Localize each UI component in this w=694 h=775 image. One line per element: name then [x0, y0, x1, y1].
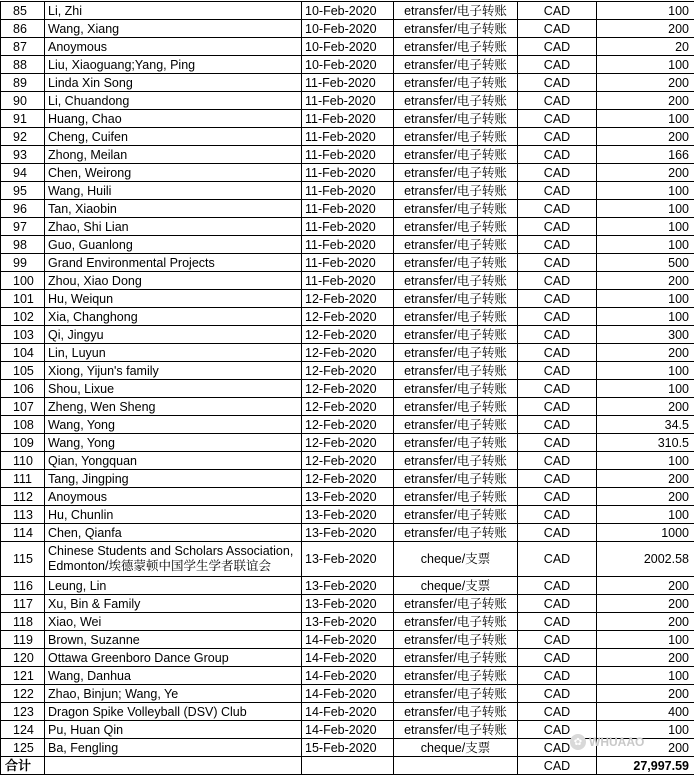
row-number: 113	[1, 506, 45, 524]
row-number: 93	[1, 146, 45, 164]
row-number: 119	[1, 631, 45, 649]
total-currency: CAD	[518, 757, 597, 775]
donation-date: 10-Feb-2020	[302, 38, 394, 56]
row-number: 117	[1, 595, 45, 613]
donation-date: 11-Feb-2020	[302, 128, 394, 146]
donor-name: Zheng, Wen Sheng	[45, 398, 302, 416]
donor-name: Tan, Xiaobin	[45, 200, 302, 218]
amount: 200	[597, 164, 694, 182]
table-row	[1, 218, 694, 236]
currency: CAD	[518, 110, 597, 128]
payment-method: etransfer/电子转账	[394, 74, 518, 92]
row-number: 124	[1, 721, 45, 739]
table-row	[1, 631, 694, 649]
amount: 200	[597, 92, 694, 110]
donor-name: Xiong, Yijun's family	[45, 362, 302, 380]
row-number: 120	[1, 649, 45, 667]
donor-name: Ba, Fengling	[45, 739, 302, 757]
row-number: 121	[1, 667, 45, 685]
amount: 2002.58	[597, 542, 694, 577]
amount: 200	[597, 577, 694, 595]
payment-method: etransfer/电子转账	[394, 703, 518, 721]
donor-name: Wang, Huili	[45, 182, 302, 200]
payment-method: etransfer/电子转账	[394, 649, 518, 667]
donation-date: 13-Feb-2020	[302, 577, 394, 595]
row-number: 101	[1, 290, 45, 308]
donor-name: Zhou, Xiao Dong	[45, 272, 302, 290]
donor-name: Tang, Jingping	[45, 470, 302, 488]
payment-method: etransfer/电子转账	[394, 721, 518, 739]
currency: CAD	[518, 218, 597, 236]
amount: 100	[597, 2, 694, 20]
table-row	[1, 434, 694, 452]
table-row	[1, 2, 694, 20]
amount: 100	[597, 362, 694, 380]
amount: 100	[597, 236, 694, 254]
currency: CAD	[518, 92, 597, 110]
empty-cell	[45, 757, 302, 775]
amount: 100	[597, 631, 694, 649]
currency: CAD	[518, 488, 597, 506]
currency: CAD	[518, 506, 597, 524]
donation-date: 12-Feb-2020	[302, 326, 394, 344]
table-row	[1, 200, 694, 218]
row-number: 104	[1, 344, 45, 362]
amount: 100	[597, 182, 694, 200]
row-number: 123	[1, 703, 45, 721]
amount: 100	[597, 452, 694, 470]
table-row	[1, 308, 694, 326]
row-number: 125	[1, 739, 45, 757]
table-row	[1, 182, 694, 200]
amount: 100	[597, 380, 694, 398]
donor-name: Chinese Students and Scholars Association, Edmonton/埃德蒙顿中国学生学者联谊会	[45, 542, 302, 577]
payment-method: etransfer/电子转账	[394, 506, 518, 524]
payment-method: etransfer/电子转账	[394, 667, 518, 685]
donation-date: 13-Feb-2020	[302, 506, 394, 524]
donor-name: Li, Chuandong	[45, 92, 302, 110]
donor-name: Qi, Jingyu	[45, 326, 302, 344]
row-number: 87	[1, 38, 45, 56]
table-row	[1, 20, 694, 38]
table-row	[1, 488, 694, 506]
table-row	[1, 685, 694, 703]
donation-date: 14-Feb-2020	[302, 703, 394, 721]
payment-method: etransfer/电子转账	[394, 272, 518, 290]
row-number: 105	[1, 362, 45, 380]
payment-method: etransfer/电子转账	[394, 20, 518, 38]
wechat-icon: ✿	[570, 734, 586, 750]
donor-name: Qian, Yongquan	[45, 452, 302, 470]
table-row	[1, 506, 694, 524]
currency: CAD	[518, 685, 597, 703]
donor-name: Pu, Huan Qin	[45, 721, 302, 739]
table-row	[1, 92, 694, 110]
donation-date: 11-Feb-2020	[302, 182, 394, 200]
payment-method: etransfer/电子转账	[394, 631, 518, 649]
currency: CAD	[518, 146, 597, 164]
currency: CAD	[518, 667, 597, 685]
row-number: 103	[1, 326, 45, 344]
donation-date: 12-Feb-2020	[302, 290, 394, 308]
donor-name: Hu, Chunlin	[45, 506, 302, 524]
donation-date: 11-Feb-2020	[302, 92, 394, 110]
table-row	[1, 416, 694, 434]
currency: CAD	[518, 344, 597, 362]
donation-date: 12-Feb-2020	[302, 380, 394, 398]
table-row	[1, 649, 694, 667]
amount: 200	[597, 20, 694, 38]
donor-name: Anoymous	[45, 38, 302, 56]
currency: CAD	[518, 38, 597, 56]
payment-method: etransfer/电子转账	[394, 236, 518, 254]
donation-date: 14-Feb-2020	[302, 631, 394, 649]
table-row	[1, 667, 694, 685]
donation-date: 11-Feb-2020	[302, 74, 394, 92]
table-row	[1, 110, 694, 128]
donor-name: Xu, Bin & Family	[45, 595, 302, 613]
donation-date: 13-Feb-2020	[302, 542, 394, 577]
amount: 200	[597, 488, 694, 506]
currency: CAD	[518, 595, 597, 613]
amount: 100	[597, 110, 694, 128]
donor-name: Dragon Spike Volleyball (DSV) Club	[45, 703, 302, 721]
payment-method: etransfer/电子转账	[394, 380, 518, 398]
payment-method: etransfer/电子转账	[394, 2, 518, 20]
donation-date: 11-Feb-2020	[302, 254, 394, 272]
amount: 100	[597, 290, 694, 308]
row-number: 114	[1, 524, 45, 542]
donor-name: Zhao, Binjun; Wang, Ye	[45, 685, 302, 703]
total-label: 合计	[1, 757, 45, 775]
donor-name: Lin, Luyun	[45, 344, 302, 362]
currency: CAD	[518, 164, 597, 182]
currency: CAD	[518, 703, 597, 721]
amount: 200	[597, 613, 694, 631]
row-number: 118	[1, 613, 45, 631]
donor-name: Huang, Chao	[45, 110, 302, 128]
table-row	[1, 254, 694, 272]
row-number: 115	[1, 542, 45, 577]
amount: 100	[597, 667, 694, 685]
currency: CAD	[518, 434, 597, 452]
payment-method: etransfer/电子转账	[394, 200, 518, 218]
donation-date: 15-Feb-2020	[302, 739, 394, 757]
donation-date: 11-Feb-2020	[302, 272, 394, 290]
table-row	[1, 38, 694, 56]
amount: 200	[597, 470, 694, 488]
total-amount: 27,997.59	[597, 757, 694, 775]
donor-name: Leung, Lin	[45, 577, 302, 595]
amount: 200	[597, 649, 694, 667]
currency: CAD	[518, 182, 597, 200]
row-number: 108	[1, 416, 45, 434]
donation-date: 14-Feb-2020	[302, 649, 394, 667]
donor-name: Zhong, Meilan	[45, 146, 302, 164]
amount: 200	[597, 74, 694, 92]
payment-method: etransfer/电子转账	[394, 344, 518, 362]
currency: CAD	[518, 56, 597, 74]
row-number: 111	[1, 470, 45, 488]
table-row	[1, 74, 694, 92]
row-number: 102	[1, 308, 45, 326]
payment-method: etransfer/电子转账	[394, 362, 518, 380]
table-row	[1, 703, 694, 721]
donation-date: 10-Feb-2020	[302, 2, 394, 20]
amount: 100	[597, 721, 694, 739]
currency: CAD	[518, 631, 597, 649]
donor-name: Li, Zhi	[45, 2, 302, 20]
payment-method: etransfer/电子转账	[394, 182, 518, 200]
donor-name: Brown, Suzanne	[45, 631, 302, 649]
row-number: 88	[1, 56, 45, 74]
donor-name: Hu, Weiqun	[45, 290, 302, 308]
table-row	[1, 272, 694, 290]
donation-date: 13-Feb-2020	[302, 613, 394, 631]
amount: 200	[597, 739, 694, 757]
currency: CAD	[518, 128, 597, 146]
row-number: 85	[1, 2, 45, 20]
donor-name: Xia, Changhong	[45, 308, 302, 326]
table-row	[1, 128, 694, 146]
amount: 400	[597, 703, 694, 721]
currency: CAD	[518, 470, 597, 488]
row-number: 106	[1, 380, 45, 398]
currency: CAD	[518, 74, 597, 92]
donation-date: 14-Feb-2020	[302, 667, 394, 685]
row-number: 91	[1, 110, 45, 128]
payment-method: etransfer/电子转账	[394, 146, 518, 164]
row-number: 116	[1, 577, 45, 595]
currency: CAD	[518, 739, 597, 757]
currency: CAD	[518, 398, 597, 416]
table-row	[1, 380, 694, 398]
donation-date: 11-Feb-2020	[302, 218, 394, 236]
donation-date: 13-Feb-2020	[302, 524, 394, 542]
amount: 1000	[597, 524, 694, 542]
row-number: 109	[1, 434, 45, 452]
amount: 166	[597, 146, 694, 164]
table-row	[1, 613, 694, 631]
empty-cell	[394, 757, 518, 775]
table-row	[1, 721, 694, 739]
table-row	[1, 470, 694, 488]
row-number: 99	[1, 254, 45, 272]
currency: CAD	[518, 452, 597, 470]
row-number: 90	[1, 92, 45, 110]
amount: 200	[597, 398, 694, 416]
amount: 200	[597, 128, 694, 146]
currency: CAD	[518, 416, 597, 434]
payment-method: cheque/支票	[394, 739, 518, 757]
row-number: 97	[1, 218, 45, 236]
table-row	[1, 164, 694, 182]
row-number: 107	[1, 398, 45, 416]
table-row	[1, 146, 694, 164]
amount: 20	[597, 38, 694, 56]
currency: CAD	[518, 380, 597, 398]
currency: CAD	[518, 254, 597, 272]
amount: 300	[597, 326, 694, 344]
donation-date: 12-Feb-2020	[302, 434, 394, 452]
payment-method: etransfer/电子转账	[394, 416, 518, 434]
payment-method: etransfer/电子转账	[394, 164, 518, 182]
currency: CAD	[518, 721, 597, 739]
donation-date: 12-Feb-2020	[302, 308, 394, 326]
donor-name: Liu, Xiaoguang;Yang, Ping	[45, 56, 302, 74]
donor-name: Wang, Yong	[45, 434, 302, 452]
row-number: 95	[1, 182, 45, 200]
donation-date: 11-Feb-2020	[302, 200, 394, 218]
payment-method: etransfer/电子转账	[394, 254, 518, 272]
table-row	[1, 290, 694, 308]
currency: CAD	[518, 272, 597, 290]
table-row	[1, 236, 694, 254]
donor-name: Chen, Qianfa	[45, 524, 302, 542]
amount: 100	[597, 200, 694, 218]
currency: CAD	[518, 2, 597, 20]
payment-method: etransfer/电子转账	[394, 470, 518, 488]
amount: 100	[597, 218, 694, 236]
donor-name: Wang, Yong	[45, 416, 302, 434]
table-row	[1, 344, 694, 362]
payment-method: cheque/支票	[394, 577, 518, 595]
currency: CAD	[518, 200, 597, 218]
payment-method: etransfer/电子转账	[394, 452, 518, 470]
amount: 200	[597, 344, 694, 362]
donation-date: 14-Feb-2020	[302, 721, 394, 739]
donation-date: 11-Feb-2020	[302, 146, 394, 164]
amount: 200	[597, 595, 694, 613]
amount: 100	[597, 56, 694, 74]
currency: CAD	[518, 236, 597, 254]
amount: 100	[597, 308, 694, 326]
donation-date: 12-Feb-2020	[302, 416, 394, 434]
currency: CAD	[518, 326, 597, 344]
row-number: 94	[1, 164, 45, 182]
currency: CAD	[518, 649, 597, 667]
donation-date: 12-Feb-2020	[302, 362, 394, 380]
payment-method: cheque/支票	[394, 542, 518, 577]
payment-method: etransfer/电子转账	[394, 38, 518, 56]
donor-name: Linda Xin Song	[45, 74, 302, 92]
currency: CAD	[518, 308, 597, 326]
donor-name: Wang, Xiang	[45, 20, 302, 38]
payment-method: etransfer/电子转账	[394, 398, 518, 416]
donor-name: Grand Environmental Projects	[45, 254, 302, 272]
currency: CAD	[518, 20, 597, 38]
row-number: 92	[1, 128, 45, 146]
row-number: 86	[1, 20, 45, 38]
donation-date: 13-Feb-2020	[302, 488, 394, 506]
currency: CAD	[518, 524, 597, 542]
currency: CAD	[518, 290, 597, 308]
amount: 100	[597, 506, 694, 524]
amount: 200	[597, 272, 694, 290]
payment-method: etransfer/电子转账	[394, 434, 518, 452]
table-row	[1, 542, 694, 577]
table-row	[1, 326, 694, 344]
donor-name: Xiao, Wei	[45, 613, 302, 631]
row-number: 112	[1, 488, 45, 506]
payment-method: etransfer/电子转账	[394, 685, 518, 703]
donation-date: 14-Feb-2020	[302, 685, 394, 703]
row-number: 100	[1, 272, 45, 290]
payment-method: etransfer/电子转账	[394, 524, 518, 542]
donation-date: 11-Feb-2020	[302, 164, 394, 182]
amount: 34.5	[597, 416, 694, 434]
payment-method: etransfer/电子转账	[394, 92, 518, 110]
payment-method: etransfer/电子转账	[394, 110, 518, 128]
row-number: 122	[1, 685, 45, 703]
payment-method: etransfer/电子转账	[394, 613, 518, 631]
row-number: 96	[1, 200, 45, 218]
table-row	[1, 595, 694, 613]
donation-date: 13-Feb-2020	[302, 595, 394, 613]
donor-name: Anoymous	[45, 488, 302, 506]
currency: CAD	[518, 613, 597, 631]
payment-method: etransfer/电子转账	[394, 128, 518, 146]
donation-table-body	[1, 2, 694, 775]
donor-name: Ottawa Greenboro Dance Group	[45, 649, 302, 667]
donation-date: 11-Feb-2020	[302, 110, 394, 128]
donation-date: 11-Feb-2020	[302, 236, 394, 254]
donation-date: 12-Feb-2020	[302, 452, 394, 470]
table-row	[1, 577, 694, 595]
amount: 500	[597, 254, 694, 272]
donor-name: Guo, Guanlong	[45, 236, 302, 254]
currency: CAD	[518, 542, 597, 577]
table-row	[1, 739, 694, 757]
payment-method: etransfer/电子转账	[394, 326, 518, 344]
payment-method: etransfer/电子转账	[394, 595, 518, 613]
payment-method: etransfer/电子转账	[394, 308, 518, 326]
row-number: 110	[1, 452, 45, 470]
donor-name: Shou, Lixue	[45, 380, 302, 398]
total-row	[1, 757, 694, 775]
currency: CAD	[518, 577, 597, 595]
donation-date: 10-Feb-2020	[302, 56, 394, 74]
table-row	[1, 524, 694, 542]
donation-date: 12-Feb-2020	[302, 398, 394, 416]
payment-method: etransfer/电子转账	[394, 488, 518, 506]
donor-name: Cheng, Cuifen	[45, 128, 302, 146]
watermark-text: WHUAAO	[589, 735, 644, 749]
donor-name: Zhao, Shi Lian	[45, 218, 302, 236]
payment-method: etransfer/电子转账	[394, 218, 518, 236]
donation-date: 10-Feb-2020	[302, 20, 394, 38]
donor-name: Wang, Danhua	[45, 667, 302, 685]
donation-date: 12-Feb-2020	[302, 470, 394, 488]
payment-method: etransfer/电子转账	[394, 290, 518, 308]
table-row	[1, 452, 694, 470]
amount: 200	[597, 685, 694, 703]
donor-name: Chen, Weirong	[45, 164, 302, 182]
donation-table	[0, 1, 694, 775]
empty-cell	[302, 757, 394, 775]
payment-method: etransfer/电子转账	[394, 56, 518, 74]
amount: 310.5	[597, 434, 694, 452]
table-row	[1, 398, 694, 416]
donation-date: 12-Feb-2020	[302, 344, 394, 362]
currency: CAD	[518, 362, 597, 380]
table-row	[1, 56, 694, 74]
row-number: 89	[1, 74, 45, 92]
row-number: 98	[1, 236, 45, 254]
table-row	[1, 362, 694, 380]
